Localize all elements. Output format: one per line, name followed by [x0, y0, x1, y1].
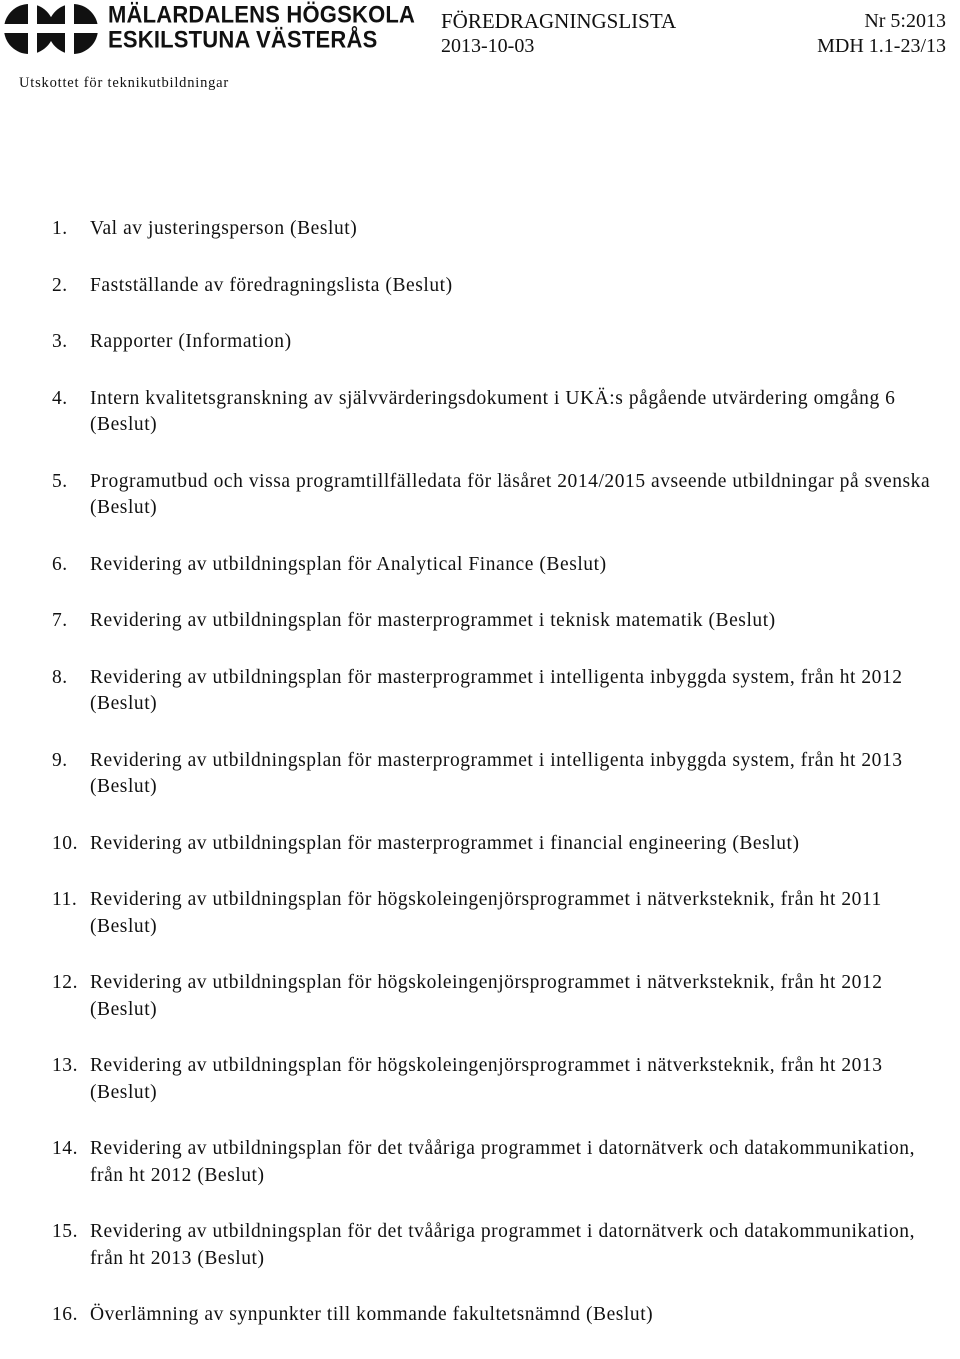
agenda-item [52, 469, 947, 522]
agenda-item-text: Programutbud och vissa programtillfälledata för läsåret 2014/2015 avseende utbildningar på svenska (Beslut) [90, 470, 931, 518]
document-number: Nr 5:2013 [864, 10, 946, 32]
agenda-item [52, 665, 947, 718]
document-date: 2013-10-03 [441, 35, 535, 57]
agenda-item [52, 970, 947, 1023]
agenda-item-text: Revidering av utbildningsplan för masterprogrammet i financial engineering (Beslut) [90, 832, 800, 854]
agenda-item-number: 12. [52, 972, 79, 993]
agenda-item-number: 15. [52, 1221, 79, 1242]
agenda-item-number: 14. [52, 1138, 79, 1159]
agenda-item-text: Val av justeringsperson (Beslut) [90, 218, 358, 239]
agenda-item-text: Rapporter (Information) [90, 331, 292, 352]
agenda-item [52, 552, 947, 579]
agenda-item-number: 10. [52, 832, 79, 854]
agenda-item [52, 1302, 947, 1329]
agenda-list [52, 216, 947, 1359]
document-reference: MDH 1.1-23/13 [817, 35, 946, 57]
agenda-item [52, 386, 947, 439]
logo-name-line1: MÄLARDALENS HÖGSKOLA [108, 0, 416, 28]
agenda-item-text: Revidering av utbildningsplan för Analytical Finance (Beslut) [90, 553, 607, 575]
agenda-item [52, 1136, 947, 1189]
agenda-item [52, 887, 947, 940]
agenda-item-number: 3. [52, 331, 68, 352]
agenda-item [52, 748, 947, 801]
agenda-item-text: Revidering av utbildningsplan för högskoleingenjörsprogrammet i nätverksteknik, från ht 2011 (Beslut) [90, 889, 882, 937]
agenda-item-text: Revidering av utbildningsplan för det tvååriga programmet i datornätverk och datakommunikation, från ht 2012 (Beslut) [90, 1138, 915, 1186]
agenda-item [52, 273, 947, 300]
agenda-item-text: Revidering av utbildningsplan för högskoleingenjörsprogrammet i nätverksteknik, från ht 2013 (Beslut) [90, 1055, 883, 1103]
agenda-item-number: 1. [52, 218, 68, 239]
agenda-item-number: 13. [52, 1055, 79, 1076]
document-title: FÖREDRAGNINGSLISTA [441, 9, 677, 33]
agenda-item [52, 1219, 947, 1272]
agenda-item-text: Revidering av utbildningsplan för högskoleingenjörsprogrammet i nätverksteknik, från ht 2012 (Beslut) [90, 972, 883, 1020]
agenda-item-number: 2. [52, 274, 68, 296]
agenda-item-text: Överlämning av synpunkter till kommande fakultetsnämnd (Beslut) [90, 1304, 654, 1325]
logo-name-line2: ESKILSTUNA VÄSTERÅS [108, 25, 378, 53]
agenda-item-number: 9. [52, 749, 68, 771]
agenda-item [52, 1053, 947, 1106]
agenda-item-text: Fastställande av föredragningslista (Beslut) [90, 274, 453, 296]
agenda-item-text: Revidering av utbildningsplan för masterprogrammet i intelligenta inbyggda system, från ht 2012 (Beslut) [90, 666, 903, 714]
agenda-item-number: 11. [52, 889, 78, 910]
university-logo [0, 0, 416, 62]
mdh-logo-mark-icon [2, 2, 100, 56]
agenda-item [52, 329, 947, 356]
agenda-item-number: 7. [52, 610, 68, 631]
committee-name: Utskottet för teknikutbildningar [19, 75, 230, 91]
agenda-item-number: 8. [52, 666, 68, 688]
agenda-item-number: 6. [52, 553, 68, 575]
agenda-item [52, 216, 947, 243]
agenda-item-text: Intern kvalitetsgranskning av självvärderingsdokument i UKÄ:s pågående utvärdering omgång 6 (Beslut) [90, 387, 896, 435]
agenda-item-number: 5. [52, 470, 68, 492]
agenda-item-text: Revidering av utbildningsplan för det tvååriga programmet i datornätverk och datakommunikation, från ht 2013 (Beslut) [90, 1221, 915, 1269]
agenda-item [52, 608, 947, 635]
agenda-item [52, 831, 947, 858]
agenda-item-number: 4. [52, 387, 68, 409]
agenda-item-text: Revidering av utbildningsplan för masterprogrammet i intelligenta inbyggda system, från ht 2013 (Beslut) [90, 749, 903, 797]
agenda-item-number: 16. [52, 1304, 79, 1325]
agenda-item-text: Revidering av utbildningsplan för masterprogrammet i teknisk matematik (Beslut) [90, 610, 776, 631]
